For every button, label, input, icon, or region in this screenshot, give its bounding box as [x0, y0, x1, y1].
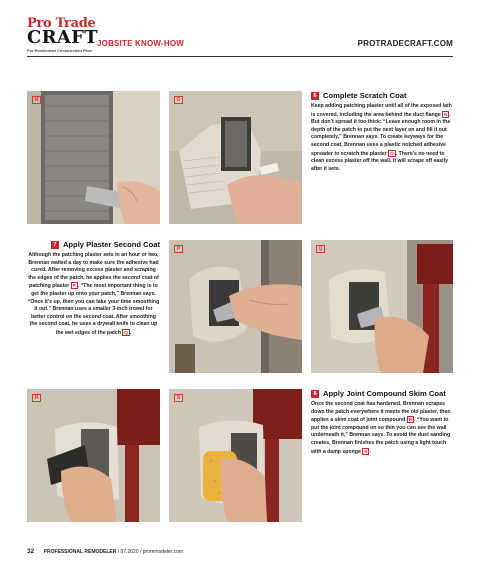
step-6-number: 6	[311, 92, 319, 100]
photo-n	[27, 91, 160, 224]
photo-r	[27, 389, 160, 522]
step-6-text-2: . But don’t spread it too thick: “Leave enough room in the depth of the patch to put the next layer on and fill it out completely,” Brennan says. To create keyways for the second coat, Brennan uses a plastic notched adhesive spreader to scratch the plaster	[311, 111, 451, 157]
step-7-heading	[27, 240, 160, 249]
footer-site[interactable]: proremodeler.com	[142, 549, 184, 555]
photo-s	[169, 389, 302, 522]
step-8-body	[311, 401, 453, 456]
footer-separator-1: /	[117, 549, 120, 555]
photo-p	[169, 240, 302, 373]
photo-label-n: N	[32, 96, 41, 104]
step-7-ref-2: Q	[124, 329, 128, 335]
step-6-text-1: Keep adding patching plaster until all of the exposed lath is covered, including the area behind the duct flange	[311, 103, 452, 118]
step-8-text-3: .	[369, 448, 371, 455]
page-footer	[27, 548, 183, 555]
step-7	[27, 240, 160, 338]
photo-label-o: O	[174, 96, 183, 104]
step-7-body	[27, 252, 160, 338]
step-6	[311, 91, 453, 173]
photo-label-q: Q	[316, 245, 325, 253]
step-6-heading	[311, 91, 453, 100]
logo-main-text: CRAFT	[27, 27, 98, 48]
step-6-ref-1: N	[444, 111, 448, 117]
masthead	[27, 16, 453, 56]
step-8-ref-1: R	[408, 417, 412, 423]
section-title: JOBSITE KNOW-HOW	[97, 39, 185, 48]
issue-date: 07.2020	[120, 549, 139, 555]
step-7-title: Apply Plaster Second Coat	[62, 240, 160, 249]
step-6-text-3: . There’s no need to clean excess plaster off the wall, it will scrape off easily after it sets.	[311, 150, 448, 172]
step-8-text-1: Once the second coat has hardened, Brennan scrapes down the patch everywhere it meets the old plaster, then applies a skim coat of joint compound	[311, 401, 451, 424]
step-7-text-3: .	[129, 329, 132, 336]
step-6-title: Complete Scratch Coat	[323, 91, 407, 100]
step-8-title: Apply Joint Compound Skim Coat	[323, 389, 446, 398]
step-7-text-2: . “The most important thing is to get the plaster up onto your patch,” Brennan says. “Once it’s up, then you can take your time smoothing it out.” Brennan uses a smaller 3-inch trowel for better control on the second coat. After smoothing the second coat, he uses a drywall knife to clean up the wet edges of the patch	[27, 283, 160, 336]
photo-label-r: R	[32, 394, 41, 402]
header-divider	[27, 56, 453, 57]
photo-q	[311, 240, 453, 373]
step-7-text-1: Although the patching plaster sets in an hour or two, Brennan waited a day to make sure the adhesive had cured. After removing excess plaster and scraping the edges of the patch, he applies the second coat of patching plaster	[28, 252, 159, 290]
photo-o	[169, 91, 302, 224]
photo-label-p: P	[174, 245, 183, 253]
step-8	[311, 389, 453, 456]
site-url[interactable]: PROTRADECRAFT.COM	[357, 39, 453, 48]
step-8-number: 8	[311, 390, 319, 398]
photo-label-s: S	[174, 394, 183, 402]
step-8-text-2: . “You want to put the joint compound on so thin you can see the wall underneath it,” Brennan says. To avoid the dust sanding creates, Brennan finishes the patch using a light touch with a damp sponge	[311, 417, 451, 455]
step-7-ref-1: P	[72, 283, 76, 289]
logo-tagline: For Residential Construction Pros	[27, 48, 92, 53]
step-7-number: 7	[51, 241, 59, 249]
step-6-ref-2: O	[390, 150, 394, 156]
logo-top-text: Pro Trade	[27, 16, 96, 31]
publication-name: PROFESSIONAL REMODELER	[43, 549, 117, 555]
page-number: 32	[27, 548, 35, 555]
step-6-body	[311, 103, 453, 173]
step-8-ref-2: S	[364, 448, 368, 454]
step-8-heading	[311, 389, 453, 398]
footer-separator-2: /	[139, 549, 142, 555]
